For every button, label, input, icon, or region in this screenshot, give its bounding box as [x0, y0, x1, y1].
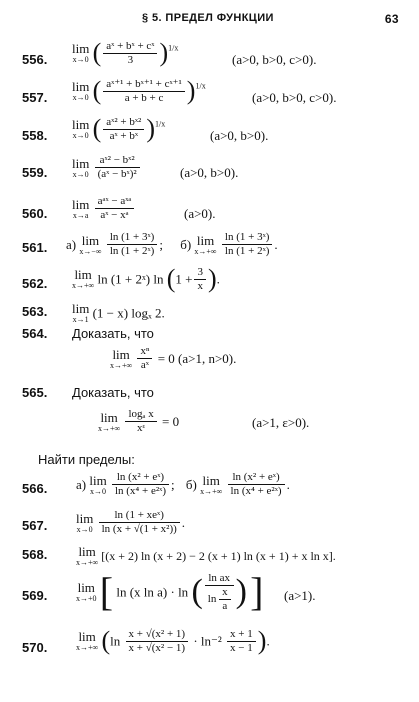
problem-number: 568.	[22, 547, 48, 562]
fraction: $\frac{\text{aˣ² + bˣ²}}{\text{aˣ + bˣ}}$	[103, 117, 144, 142]
problem-number: 565.	[22, 385, 48, 400]
page-number: 63	[384, 12, 399, 26]
problem-number: 557.	[22, 90, 48, 105]
fraction: $\frac{\text{aˣ² − bˣ²}}{\text{(aˣ − bˣ)²}}$	[95, 155, 140, 180]
problem-expression: а) lim x→−∞ $\frac{\text{ln (1 + 3ˣ)}}{\text{ln (1 + 2ˣ)}}$ ; б) lim x→+∞ $\frac{\text{ln (1 + 3ˣ)}}{\text{ln (1 + 2ˣ)}}$ .	[66, 231, 278, 257]
exponent: 1/x	[154, 119, 166, 129]
problem-expression: lim x→+∞ ln (1 + 2ˣ) ln (1 + $\frac{3}{x}$ ).	[72, 264, 220, 293]
exponent: 1/x	[195, 81, 206, 91]
problem-number: 560.	[22, 206, 48, 221]
fraction: $\frac{\text{ln (1 + 3ˣ)}}{\text{ln (1 + 2ˣ)}}$	[222, 232, 273, 257]
problem-number: 566.	[22, 481, 48, 496]
condition: (a>1, ε>0).	[252, 415, 310, 430]
problem-number: 563.	[22, 304, 48, 319]
limit: lim x→+0	[76, 580, 97, 603]
limit: lim x→+∞	[110, 346, 133, 370]
problem-number: 569.	[22, 588, 48, 603]
problem-number: 561.	[22, 240, 48, 255]
limit: lim x→−∞	[79, 232, 102, 256]
problem-expression: lim x→0 $\frac{\text{ln (1 + xeˣ)}}{\text{ln (x + √(1 + x²))}}$ .	[76, 509, 186, 535]
paren-left: (	[92, 38, 102, 67]
fraction: $\frac{\text{ln (1 + xeˣ)}}{\text{ln (x + √(1 + x²))}}$	[99, 510, 180, 535]
fraction: $\frac{3}{x}$	[194, 267, 206, 292]
limit: lim x→+∞	[194, 232, 217, 256]
fraction: $\frac{\text{x + √(x² + 1)}}{\text{x + √(x² − 1)}}$	[126, 629, 189, 654]
problem-expression: lim x→+∞ [(x + 2) ln (x + 2) − 2 (x + 1) ln (x + 1) + x ln x].	[76, 544, 336, 567]
problem-expression: lim x→+0 [ ln (x ln a) · ln ( ln ax ln $\frac{x}{a}$ ) ]	[76, 569, 264, 614]
limit: lim x→0	[72, 79, 90, 102]
fraction: $\frac{\text{ln (x² + eˣ)}}{\text{ln (x⁴ + e²ˣ)}}$	[228, 472, 285, 497]
part-a-label: а)	[66, 237, 77, 252]
problem-expression: а) lim x→0 $\frac{\text{ln (x² + eˣ)}}{\text{ln (x⁴ + e²ˣ)}}$ ; б) lim x→+∞ $\frac{\text{ln (x² + eˣ)}}{\text{ln (x⁴ + e²ˣ)}}$ .	[76, 471, 290, 497]
fraction: ln ax ln $\frac{x}{a}$	[205, 573, 234, 612]
problem-expression	[72, 40, 178, 66]
limit: lim x→+∞	[98, 409, 121, 433]
problem-number: 556.	[22, 52, 48, 67]
fraction: $\frac{x + 1}{x - 1}$	[227, 629, 256, 654]
limit: lim x→0	[76, 510, 94, 534]
fraction: $\frac{\text{aˣ⁺¹ + bˣ⁺¹ + cˣ⁺¹}}{a + b + c}$	[103, 79, 185, 104]
problem-number: 558.	[22, 128, 48, 143]
fraction: $\frac{\text{ln (1 + 3ˣ)}}{\text{ln (1 + 2ˣ)}}$	[107, 232, 158, 257]
problem-number: 564.	[22, 326, 48, 341]
section-title: § 5. ПРЕДЕЛ ФУНКЦИИ	[142, 12, 274, 24]
fraction: $\frac{\text{aˣ + bˣ + cˣ}}{3}$	[103, 41, 157, 66]
problem-number: 570.	[22, 640, 48, 655]
condition: (a>1).	[284, 588, 316, 603]
problem-expression: lim x→0 ( $\frac{\text{aˣ² + bˣ²}}{\text{aˣ + bˣ}}$ )$^{1/x}$	[72, 114, 166, 143]
condition: (a>0, b>0, c>0).	[232, 52, 317, 67]
problem-expression: lim x→1 (1 − x) logₓ 2.	[72, 301, 165, 324]
condition: (a>0, b>0).	[210, 128, 269, 143]
limit: lim x→0	[72, 41, 90, 64]
limit: lim x→+∞	[76, 544, 99, 567]
limit: lim x→+∞	[200, 472, 223, 496]
section-instruction: Найти пределы:	[38, 452, 135, 467]
problem-number: 559.	[22, 165, 48, 180]
part-a-label: а)	[76, 477, 87, 492]
condition: (a>0, b>0, c>0).	[252, 90, 337, 105]
problem-number: 567.	[22, 518, 48, 533]
fraction: $\frac{\text{aᵃˣ − aˣᵃ}}{\text{aˣ − xᵃ}}$	[95, 196, 135, 221]
page-header	[0, 8, 419, 28]
problem-expression: lim x→+∞ $\frac{\text{logₐ x}}{\text{xᵋ}}$ = 0	[98, 408, 180, 434]
part-b-label: б)	[180, 237, 192, 252]
condition: (a>0, b>0).	[180, 165, 239, 180]
limit: lim x→0	[89, 472, 107, 496]
fraction: $\frac{\text{xⁿ}}{\text{aˣ}}$	[137, 346, 152, 371]
problem-text: Доказать, что	[72, 385, 154, 400]
limit: lim x→0	[72, 155, 90, 179]
problem-expression	[72, 155, 142, 180]
paren-right: )	[159, 38, 169, 67]
limit: lim x→a	[72, 196, 90, 220]
problem-expression: lim x→+∞ $\frac{\text{xⁿ}}{\text{aˣ}}$ = 0 (a>1, n>0).	[110, 345, 237, 371]
exponent: 1/x	[168, 43, 179, 53]
problem-number: 562.	[22, 276, 48, 291]
fraction: $\frac{\text{ln (x² + eˣ)}}{\text{ln (x⁴ + e²ˣ)}}$	[112, 472, 169, 497]
limit: lim x→+∞	[76, 629, 99, 652]
limit: lim x→0	[72, 117, 90, 140]
limit: lim x→+∞	[72, 267, 95, 290]
part-b-label: б)	[185, 477, 197, 492]
condition: (a>0).	[184, 206, 216, 221]
limit: lim x→1	[72, 301, 90, 324]
fraction: $\frac{\text{logₐ x}}{\text{xᵋ}}$	[125, 409, 156, 434]
problem-expression: lim x→+∞ (ln $\frac{\text{x + √(x² + 1)}}{\text{x + √(x² − 1)}}$ · ln⁻² $\frac{x + 1}{x - 1}$ ).	[76, 626, 270, 655]
problem-expression: lim x→0 ( $\frac{\text{aˣ⁺¹ + bˣ⁺¹ + cˣ⁺¹}}{a + b + c}$ )$^{1/x}$	[72, 76, 206, 105]
problem-expression	[72, 196, 136, 221]
problem-text: Доказать, что	[72, 326, 154, 341]
